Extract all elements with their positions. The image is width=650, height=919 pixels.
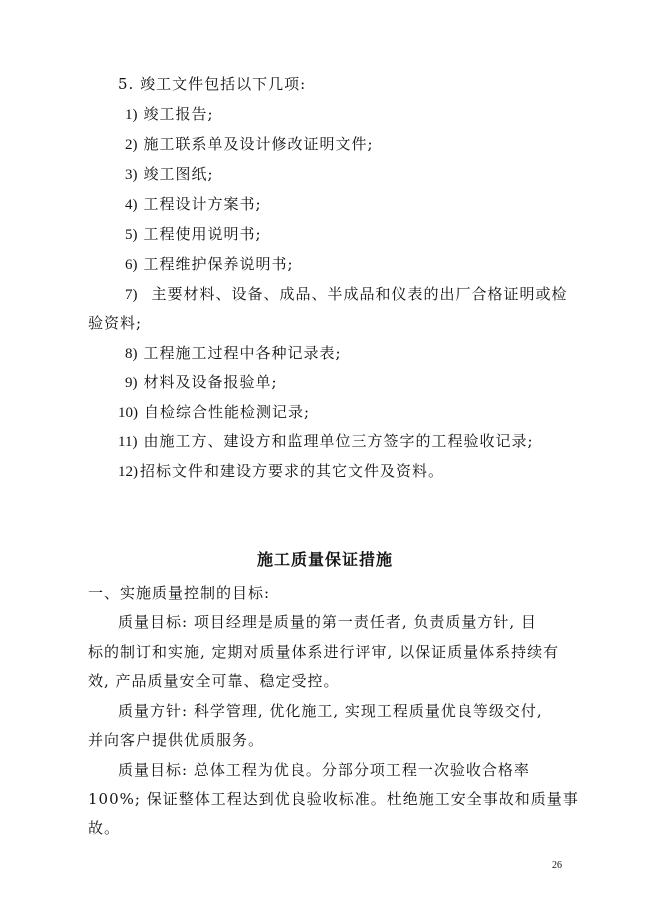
subheading: 一、实施质量控制的目标: (88, 584, 271, 602)
item-number: 12) (118, 464, 138, 480)
list-item (125, 343, 342, 364)
list-item (125, 104, 214, 125)
paragraph-line: 质量方针: 科学管理, 优化施工, 实现工程质量优良等级交付, (118, 702, 543, 720)
item-number: 11) (118, 434, 138, 450)
item-text: 材料及设备报验单; (143, 373, 278, 391)
list-item-continuation: 验资料; (88, 314, 143, 332)
paragraph-line: 故。 (88, 819, 121, 837)
item-number: 3) (125, 167, 138, 183)
list-item (125, 164, 214, 185)
item-text: 工程维护保养说明书; (143, 255, 294, 273)
item-text: 施工联系单及设计修改证明文件; (143, 135, 374, 153)
item-number: 9) (125, 375, 138, 391)
list-item (125, 372, 278, 393)
item-number: 10) (118, 405, 138, 421)
list-item (125, 134, 374, 155)
paragraph-line: 标的制订和实施, 定期对质量体系进行评审, 以保证质量体系持续有 (88, 643, 560, 661)
item-text: 竣工图纸; (143, 165, 214, 183)
item-number: 6) (125, 257, 138, 273)
item-text: 招标文件和建设方要求的其它文件及资料。 (140, 462, 445, 480)
item-text: 工程设计方案书; (143, 195, 262, 213)
list-item (125, 194, 262, 215)
item-number: 1) (125, 107, 138, 123)
item-number: 2) (125, 137, 138, 153)
item-number: 8) (125, 346, 138, 362)
item-text: 由施工方、建设方和监理单位三方签字的工程验收记录; (143, 432, 534, 450)
list-item (118, 431, 534, 452)
paragraph-line: 100%; 保证整体工程达到优良验收标准。杜绝施工安全事故和质量事 (88, 790, 579, 808)
paragraph-line: 效, 产品质量安全可靠、稳定受控。 (88, 672, 340, 690)
item-text: 工程施工过程中各种记录表; (143, 344, 342, 362)
list-item (125, 284, 568, 305)
list-item (125, 224, 262, 245)
item-text: 自检综合性能检测记录; (144, 403, 311, 421)
list-item (118, 402, 310, 423)
section-heading: 5. 竣工文件包括以下几项: (118, 75, 307, 93)
paragraph-line: 并向客户提供优质服务。 (88, 731, 265, 749)
paragraph-line: 质量目标: 项目经理是质量的第一责任者, 负责质量方针, 目 (118, 613, 537, 631)
item-number: 4) (125, 197, 138, 213)
list-item (125, 254, 294, 275)
paragraph-line: 质量目标: 总体工程为优良。分部分项工程一次验收合格率 (118, 761, 530, 779)
section-title: 施工质量保证措施 (256, 550, 393, 569)
item-text: 竣工报告; (143, 105, 214, 123)
item-text: 主要材料、设备、成品、半成品和仪表的出厂合格证明或检 (151, 285, 568, 303)
item-number: 5) (125, 227, 138, 243)
item-text: 工程使用说明书; (143, 225, 262, 243)
list-item (118, 461, 444, 482)
page-number: 26 (552, 860, 562, 871)
item-number: 7) (125, 287, 138, 303)
